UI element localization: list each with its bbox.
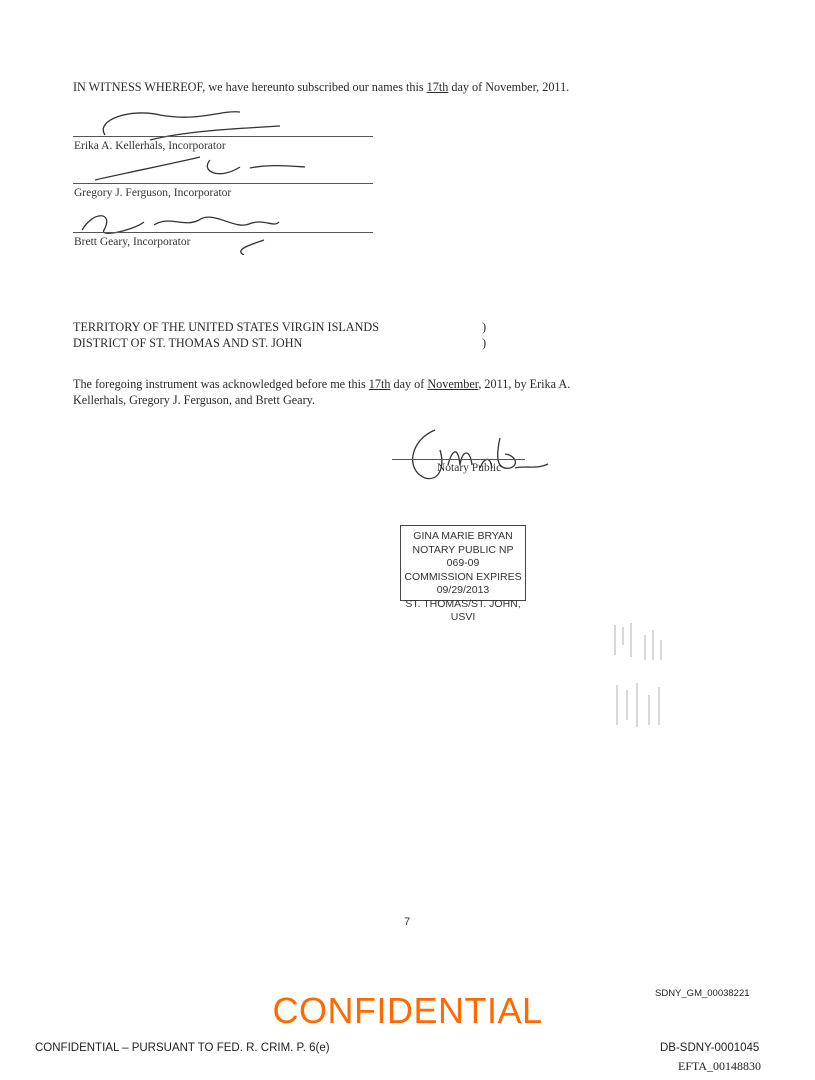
signatory-label-2: Gregory J. Ferguson, Incorporator [74, 187, 232, 199]
notary-stamp-line-3: COMMISSION EXPIRES 09/29/2013 [404, 570, 522, 596]
territory-line-2: DISTRICT OF ST. THOMAS AND ST. JOHN [73, 336, 303, 350]
document-id: DB-SDNY-0001045 [660, 1042, 760, 1054]
ack-text: The foregoing instrument was acknowledged before me this [73, 377, 369, 391]
ack-text-end: , 2011, by Erika A. [478, 377, 571, 391]
signature-notary [400, 410, 550, 490]
notary-stamp-line-2: NOTARY PUBLIC NP 069-09 [412, 543, 514, 569]
confidential-notice: CONFIDENTIAL – PURSUANT TO FED. R. CRIM. P. 6(e) [35, 1042, 330, 1054]
signature-line-1 [73, 136, 373, 137]
filing-stamp-mark [605, 615, 675, 755]
paren-2: ) [482, 336, 487, 350]
signature-ferguson [90, 152, 310, 192]
signatory-label-1: Erika A. Kellerhals, Incorporator [74, 140, 226, 152]
signature-line-2 [73, 183, 373, 184]
notary-signature-line [392, 459, 525, 460]
witness-text: IN WITNESS WHEREOF, we have hereunto subscribed our names this [73, 80, 427, 94]
bates-number: SDNY_GM_00038221 [655, 988, 750, 999]
witness-clause [73, 79, 773, 95]
witness-day: 17th [426, 80, 449, 94]
paren-1: ) [482, 320, 487, 334]
page-number: 7 [404, 916, 411, 928]
acknowledgment-line-1 [73, 376, 773, 392]
ack-day: 17th [368, 377, 391, 391]
notary-stamp-line-4: ST. THOMAS/ST. JOHN, USVI [405, 597, 521, 623]
ack-month: November [427, 377, 479, 391]
notary-stamp [400, 525, 526, 623]
notary-stamp-line-1: GINA MARIE BRYAN [413, 530, 513, 542]
ack-text-mid: day of [390, 377, 428, 391]
efta-id: EFTA_00148830 [678, 1059, 762, 1073]
acknowledgment-line-2: Kellerhals, Gregory J. Ferguson, and Brett Geary. [73, 393, 315, 407]
confidential-banner: CONFIDENTIAL [272, 990, 543, 1031]
notary-label: Notary Public [437, 462, 502, 474]
witness-text-end: day of November, 2011. [448, 80, 570, 94]
signature-line-3 [73, 232, 373, 233]
signatory-label-3: Brett Geary, Incorporator [74, 236, 191, 248]
territory-line-1: TERRITORY OF THE UNITED STATES VIRGIN ISLANDS [73, 320, 379, 334]
